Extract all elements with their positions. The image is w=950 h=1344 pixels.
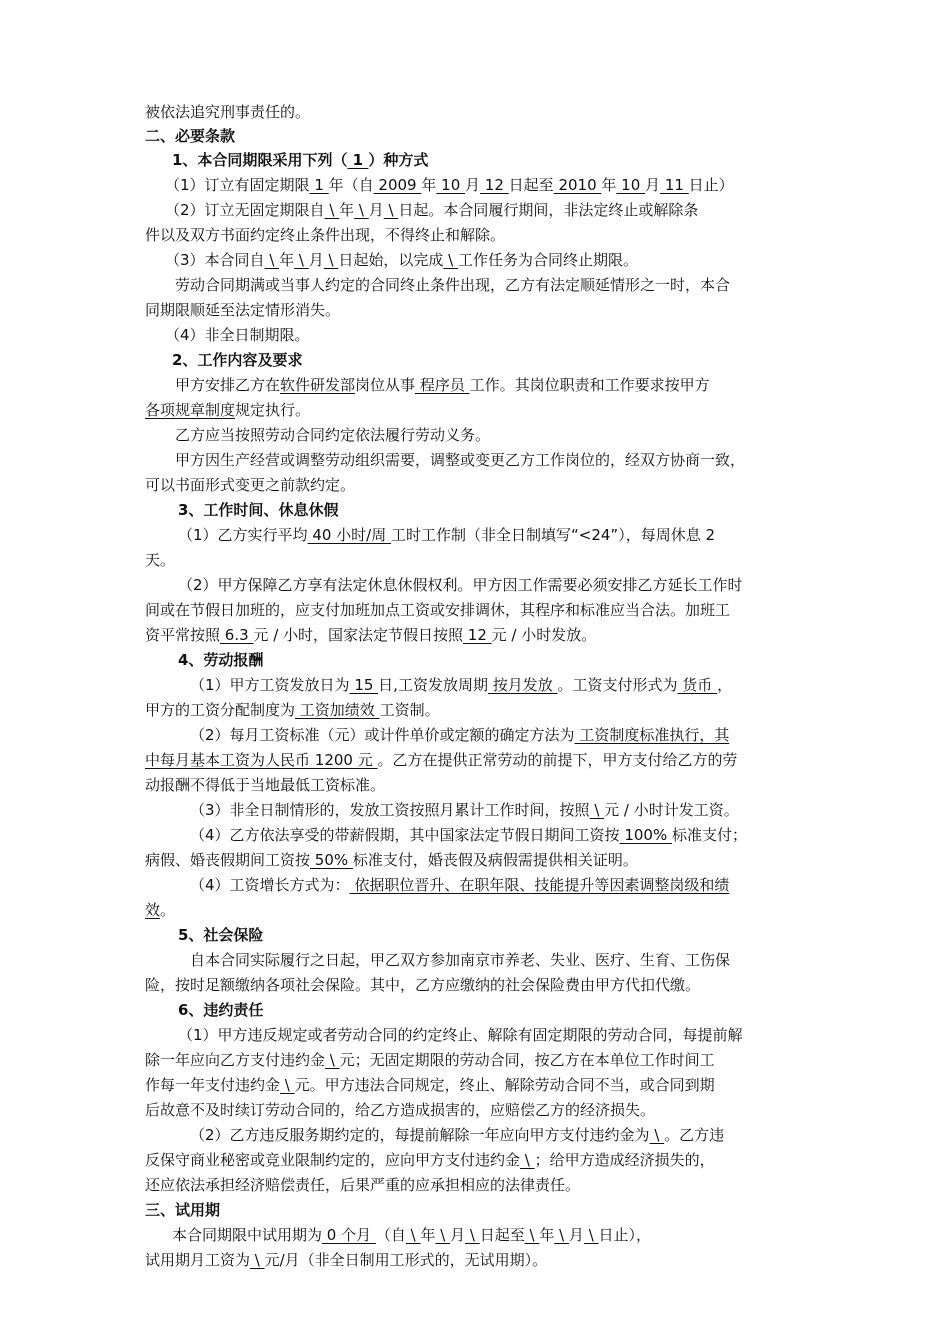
contract-line <box>145 850 638 870</box>
line-text: 反保守商业秘密或竞业限制约定的，应向甲方支付违约金 <box>145 1151 521 1169</box>
clause-heading: 4、劳动报酬 <box>178 651 264 669</box>
line-text: 岗位从事 <box>355 376 416 394</box>
line-text: 元/月（非全日制用工形式的，无试用期）。 <box>264 1251 548 1269</box>
paragraph-text: 乙方应当按照劳动合同约定依法履行劳动义务。 <box>175 426 491 444</box>
line-text: 日起至 <box>479 1226 525 1244</box>
line-text: 月 <box>568 1226 584 1244</box>
line-text: 病假、婚丧假期间工资按 <box>145 851 311 869</box>
line-text: 标准支付，婚丧假及病假需提供相关证明。 <box>352 851 638 869</box>
line-text: （2）订立无固定期限自 <box>165 201 325 219</box>
line-text: 。工资支付形式为 <box>557 676 678 694</box>
line-text: 年 <box>279 251 295 269</box>
paragraph-text: 动报酬不得低于当地最低工资标准。 <box>145 776 386 794</box>
contract-line <box>165 200 698 220</box>
contract-line <box>145 1250 547 1270</box>
line-text: （1）乙方实行平均 <box>178 526 308 544</box>
line-text: 甲方的工资分配制度为 <box>145 701 296 719</box>
clause-heading: 5、社会保险 <box>178 926 264 944</box>
line-text: 工作。其岗位职责和工作要求按甲方 <box>469 376 710 394</box>
section-heading: 二、必要条款 <box>145 127 236 145</box>
filled-field: 40 小时/周 <box>307 526 391 544</box>
filled-field: \ <box>323 251 339 269</box>
contract-line <box>145 900 175 920</box>
clause-heading: 6、违约责任 <box>178 1001 264 1019</box>
filled-field: \ <box>325 1051 340 1069</box>
filled-field: 0 个月 <box>322 1226 376 1244</box>
filled-field: 12 <box>480 176 509 194</box>
contract-line <box>165 250 638 270</box>
line-text: 日止）， <box>598 1226 652 1244</box>
line-text: （2）每月工资标准（元）或计件单价或定额的确定方法为 <box>190 726 575 744</box>
filled-field: \ <box>554 1226 569 1244</box>
paragraph-text: 可以书面形式变更之前款约定。 <box>145 476 356 494</box>
line-text: （3）非全日制情形的，发放工资按照月累计工作时间，按照 <box>190 801 590 819</box>
line-text: 日起始，以完成 <box>338 251 444 269</box>
paragraph-text: 劳动合同期满或当事人约定的合同终止条件出现，乙方有法定顺延情形之一时，本合 <box>175 276 731 294</box>
filled-field: 按月发放 <box>487 676 558 694</box>
line-text: （3）本合同自 <box>165 251 265 269</box>
paragraph-text: 甲方因生产经营或调整劳动组织需要，调整或变更乙方工作岗位的，经双方协商一致， <box>175 451 746 469</box>
clause-heading-text: ）种方式 <box>368 151 429 169</box>
contract-line <box>190 875 729 895</box>
line-text: 日起至 <box>508 176 554 194</box>
clause-heading: 3、工作时间、休息休假 <box>178 501 339 519</box>
contract-line <box>145 1050 715 1070</box>
filled-field: 效 <box>145 901 161 919</box>
contract-line <box>190 1125 724 1145</box>
paragraph-text: （1）甲方违反规定或者劳动合同的约定终止、解除有固定期限的劳动合同，每提前解 <box>178 1026 743 1044</box>
contract-line <box>145 625 596 645</box>
line-text: （2）乙方违反服务期约定的，每提前解除一年应向甲方支付违约金为 <box>190 1126 650 1144</box>
line-text: 规定执行。 <box>235 401 311 419</box>
paragraph-text: 同期限顺延至法定情形消失。 <box>145 301 341 319</box>
clause-heading-text: 1、本合同期限采用下列（ <box>172 151 348 169</box>
filled-field: \ <box>649 1126 665 1144</box>
line-text: 年 <box>420 1226 436 1244</box>
paragraph-text: 后故意不及时续订劳动合同的，给乙方造成损害的，应赔偿乙方的经济损失。 <box>145 1101 656 1119</box>
filled-field: 12 <box>463 626 492 644</box>
paragraph-text: （2）甲方保障乙方享有法定休息休假权利。甲方因工作需要必须安排乙方延长工作时 <box>178 576 743 594</box>
filled-field: 货币 <box>677 676 718 694</box>
paragraph-text: 被依法追究刑事责任的。 <box>145 103 311 121</box>
filled-field: \ <box>443 251 458 269</box>
line-text: （1）订立有固定期限 <box>165 176 310 194</box>
line-text: （4）工资增长方式为： <box>190 876 350 894</box>
filled-field: \ <box>524 1226 540 1244</box>
paragraph-text: （4）非全日制期限。 <box>165 326 310 344</box>
filled-field: \ <box>280 1076 295 1094</box>
filled-field: \ <box>589 801 605 819</box>
filled-field: \ <box>264 251 280 269</box>
line-text: 日,工资发放周期 <box>378 676 488 694</box>
contract-line <box>145 700 440 720</box>
line-text: 月 <box>465 176 481 194</box>
clause-heading: 2、工作内容及要求 <box>172 351 303 369</box>
filled-field: 工资加绩效 <box>295 701 380 719</box>
filled-field: 11 <box>660 176 689 194</box>
filled-field: 6.3 <box>220 626 254 644</box>
line-text: 作每一年支付违约金 <box>145 1076 281 1094</box>
filled-field: \ <box>383 201 399 219</box>
filled-field: 软件研发部 <box>280 376 356 394</box>
filled-field: 2009 <box>373 176 422 194</box>
line-text: 甲方安排乙方在 <box>175 376 281 394</box>
filled-field: \ <box>294 251 309 269</box>
line-text: 年 <box>421 176 437 194</box>
line-text: 本合同期限中试用期为 <box>172 1226 323 1244</box>
line-text: 元 / 小时，国家法定节假日按照 <box>253 626 464 644</box>
filled-field: 100% <box>619 826 672 844</box>
contract-line <box>190 675 732 695</box>
filled-field: 中每月基本工资为人民币 1200 元 <box>145 751 378 769</box>
filled-field: 10 <box>436 176 466 194</box>
line-text: 工时工作制（非全日制填写“<24”），每周休息 2 <box>391 526 716 544</box>
line-text: ， <box>717 676 733 694</box>
contract-line <box>190 725 729 745</box>
filled-field: \ <box>583 1226 599 1244</box>
contract-line <box>145 400 310 420</box>
filled-field: \ <box>435 1226 451 1244</box>
line-text: 元 / 小时发放。 <box>491 626 597 644</box>
contract-line <box>172 1225 651 1245</box>
line-text: 日起。本合同履行期间，非法定终止或解除条 <box>398 201 699 219</box>
filled-field: 50% <box>310 851 353 869</box>
paragraph-text: 件以及双方书面约定终止条件出现，不得终止和解除。 <box>145 226 506 244</box>
line-text: 。乙方在提供正常劳动的前提下，甲方支付给乙方的劳 <box>377 751 738 769</box>
line-text: 年 <box>539 1226 555 1244</box>
contract-line <box>178 525 715 545</box>
filled-field: 1 <box>309 176 329 194</box>
line-text: 元。甲方违法合同规定，终止、解除劳动合同不当，或合同到期 <box>294 1076 715 1094</box>
line-text: （自 <box>375 1226 406 1244</box>
filled-field: \ <box>405 1226 421 1244</box>
filled-field: \ <box>520 1151 535 1169</box>
line-text: 月 <box>450 1226 466 1244</box>
contract-line <box>190 800 739 820</box>
filled-field: 工资制度标准执行，其 <box>574 726 730 744</box>
line-text: 年 <box>339 201 355 219</box>
paragraph-text: 天。 <box>145 551 176 569</box>
contract-line <box>175 375 710 395</box>
line-text: 元；无固定期限的劳动合同，按乙方在本单位工作时间工 <box>339 1051 715 1069</box>
filled-field: 2010 <box>553 176 602 194</box>
contract-line <box>145 1150 715 1170</box>
line-text: 日止） <box>688 176 734 194</box>
filled-field: \ <box>250 1251 265 1269</box>
filled-field: 依据职位晋升、在职年限、技能提升等因素调整岗级和绩 <box>349 876 730 894</box>
line-text: ；给甲方造成经济损失的， <box>534 1151 715 1169</box>
filled-field: \ <box>465 1226 480 1244</box>
contract-line <box>145 1075 715 1095</box>
line-text: 年 <box>601 176 617 194</box>
line-text: 。乙方违 <box>664 1126 725 1144</box>
line-text: 工作任务为合同终止期限。 <box>457 251 638 269</box>
contract-line <box>145 750 738 770</box>
line-text: 月 <box>645 176 661 194</box>
line-text: （4）乙方依法享受的带薪假期，其中国家法定节假日期间工资按 <box>190 826 620 844</box>
filled-field: 各项规章制度 <box>145 401 236 419</box>
line-text: 月 <box>368 201 384 219</box>
line-text: 标准支付； <box>671 826 747 844</box>
section-heading: 三、试用期 <box>145 1201 221 1219</box>
line-text: 。 <box>160 901 176 919</box>
contract-line <box>165 175 734 195</box>
line-text: （1）甲方工资发放日为 <box>190 676 350 694</box>
filled-field: \ <box>324 201 340 219</box>
line-text: 工资制。 <box>379 701 440 719</box>
paragraph-text: 还应依法承担经济赔偿责任，后果严重的应承担相应的法律责任。 <box>145 1176 581 1194</box>
filled-field: 程序员 <box>415 376 470 394</box>
line-text: 年（自 <box>328 176 374 194</box>
paragraph-text: 自本合同实际履行之日起，甲乙双方参加南京市养老、失业、医疗、生育、工伤保 <box>190 951 731 969</box>
line-text: 资平常按照 <box>145 626 221 644</box>
line-text: 试用期月工资为 <box>145 1251 251 1269</box>
filled-field: \ <box>354 201 369 219</box>
paragraph-text: 间或在节假日加班的，应支付加班加点工资或安排调休，其程序和标准应当合法。加班工 <box>145 601 731 619</box>
line-text: 元 / 小时计发工资。 <box>604 801 739 819</box>
filled-field: 10 <box>616 176 646 194</box>
clause-heading <box>172 150 428 170</box>
contract-line <box>190 825 747 845</box>
filled-field: 1 <box>347 151 369 169</box>
filled-field: 15 <box>349 676 379 694</box>
paragraph-text: 险，按时足额缴纳各项社会保险。其中，乙方应缴纳的社会保险费由甲方代扣代缴。 <box>145 976 701 994</box>
line-text: 月 <box>308 251 324 269</box>
line-text: 除一年应向乙方支付违约金 <box>145 1051 326 1069</box>
